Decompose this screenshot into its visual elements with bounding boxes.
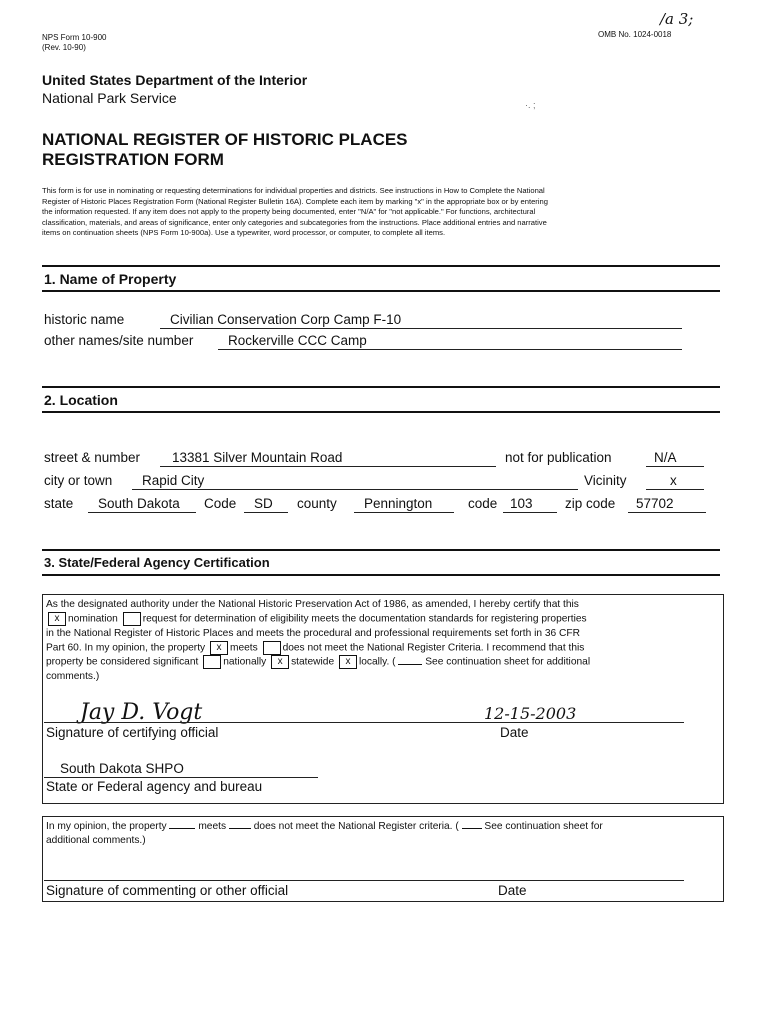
county-code-value[interactable]: 103 (510, 496, 533, 511)
cert-line: As the designated authority under the National Historic Preservation Act of 1986, as amended, I hereby certify that this (46, 599, 579, 610)
state-value[interactable]: South Dakota (98, 496, 180, 511)
section-rule (42, 265, 720, 267)
continuation-text: See continuation sheet for additional (425, 657, 591, 669)
opinion-cont: See continuation sheet for (484, 821, 603, 832)
vicinity-label: Vicinity (584, 473, 627, 488)
opinion-cont-blank[interactable] (462, 828, 482, 829)
stray-mark: ·. ; (525, 100, 536, 110)
nomination-text: nomination (68, 613, 118, 625)
not-for-publication-value[interactable]: N/A (654, 450, 677, 465)
county-value[interactable]: Pennington (364, 496, 433, 511)
comment-date-label: Date (498, 883, 527, 898)
instruction-line: This form is for use in nominating or requesting determinations for individual properties and districts. See instructions in How to Complete the National (42, 186, 545, 195)
form-subtitle: REGISTRATION FORM (42, 150, 224, 169)
opinion-notmeet: does not meet the National Register criteria. ( (253, 821, 459, 832)
other-names-value[interactable]: Rockerville CCC Camp (228, 333, 367, 348)
cert-line (46, 655, 722, 670)
opinion-line: additional comments.) (46, 835, 146, 846)
instruction-line: classification, materials, and areas of significance, enter only categories and subcategories from the instructions. Place additional entries and narrative (42, 217, 547, 227)
zip-value[interactable]: 57702 (636, 496, 674, 511)
request-text: request for determination of eligibility meets the documentation standards for registering properties (142, 613, 587, 625)
instruction-line: the information requested. If any item does not apply to the property being documented, enter "N/A" for "not applicable." For functions, architectural (42, 207, 536, 217)
historic-name-label: historic name (44, 312, 125, 327)
zip-underline (628, 512, 706, 513)
handwritten-date: 12-15-2003 (484, 704, 577, 723)
opinion-line (46, 820, 603, 834)
state-code-underline (244, 512, 288, 513)
section3-heading: 3. State/Federal Agency Certification (44, 555, 270, 570)
state-code-value[interactable]: SD (254, 496, 273, 511)
certification-text (46, 598, 722, 684)
street-underline (160, 466, 496, 467)
nfp-underline (646, 466, 704, 467)
cert-line (46, 641, 722, 656)
instruction-line: Register of Historic Places Registration Form (National Register Bulletin 16A). Complete each item by marking "x" in the appropriate box or by entering (42, 196, 548, 206)
county-label: county (297, 496, 337, 511)
other-names-underline (218, 349, 682, 350)
omb-number: OMB No. 1024-0018 (598, 30, 672, 39)
handwritten-signature: Jay D. Vogt (80, 700, 203, 725)
comment-signature-underline (44, 880, 684, 881)
section1-heading: 1. Name of Property (44, 271, 177, 287)
request-checkbox[interactable] (123, 612, 141, 626)
section-rule (42, 549, 720, 551)
form-title: NATIONAL REGISTER OF HISTORIC PLACES (42, 130, 408, 149)
zip-label: zip code (565, 496, 616, 511)
significance-text: property be considered significant (46, 657, 199, 669)
meets-text: meets (229, 642, 258, 654)
agency-value[interactable]: South Dakota SHPO (60, 761, 184, 776)
locally-text: locally. ( (358, 657, 396, 669)
form-number: NPS Form 10-900 (42, 33, 107, 42)
meets-checkbox[interactable]: x (210, 641, 228, 655)
state-underline (88, 512, 196, 513)
part-text: Part 60. In my opinion, the property (46, 642, 206, 654)
other-names-label: other names/site number (44, 333, 194, 348)
signature-label: Signature of certifying official (46, 725, 219, 740)
department-name: United States Department of the Interior (42, 72, 308, 88)
opinion-meets: meets (198, 821, 227, 832)
opinion-text (46, 820, 603, 848)
agency-underline (44, 777, 318, 778)
cert-line: comments.) (46, 671, 100, 683)
county-underline (354, 512, 454, 513)
section-rule (42, 290, 720, 292)
cert-line (46, 612, 722, 627)
signature-underline (44, 722, 684, 723)
city-underline (132, 489, 578, 490)
not-for-publication-label: not for publication (505, 450, 612, 465)
historic-name-value[interactable]: Civilian Conservation Corp Camp F-10 (170, 312, 402, 327)
city-label: city or town (44, 473, 113, 488)
street-value[interactable]: 13381 Silver Mountain Road (172, 450, 343, 465)
county-code-label: code (468, 496, 498, 511)
street-label: street & number (44, 450, 141, 465)
county-code-underline (503, 512, 557, 513)
agency-label: State or Federal agency and bureau (46, 779, 263, 794)
opinion-notmeet-blank[interactable] (229, 828, 251, 829)
section2-heading: 2. Location (44, 392, 118, 408)
vicinity-underline (646, 489, 704, 490)
opinion-meets-blank[interactable] (169, 828, 195, 829)
corner-handwritten-mark: /a 3; (660, 10, 694, 28)
does-not-meet-text: does not meet the National Register Criteria. I recommend that this (282, 642, 585, 654)
date-label: Date (500, 725, 529, 740)
vicinity-value[interactable]: x (670, 473, 677, 488)
section-rule (42, 386, 720, 388)
locally-checkbox[interactable]: x (339, 655, 357, 669)
statewide-checkbox[interactable]: x (271, 655, 289, 669)
continuation-blank[interactable] (398, 664, 422, 665)
state-code-label: Code (204, 496, 237, 511)
nomination-checkbox[interactable]: x (48, 612, 66, 626)
nationally-checkbox[interactable] (203, 655, 221, 669)
statewide-text: statewide (291, 657, 335, 669)
section-rule (42, 574, 720, 576)
service-name: National Park Service (42, 90, 177, 106)
instructions (42, 186, 722, 239)
cert-line: in the National Register of Historic Places and meets the procedural and professional requirements set forth in 36 CFR (46, 627, 580, 639)
instruction-line: items on continuation sheets (NPS Form 10-900a). Use a typewriter, word processor, or computer, to complete all items. (42, 228, 446, 238)
opinion-pre: In my opinion, the property (46, 821, 167, 832)
nationally-text: nationally (223, 657, 267, 669)
state-label: state (44, 496, 74, 511)
does-not-meet-checkbox[interactable] (263, 641, 281, 655)
comment-signature-label: Signature of commenting or other official (46, 883, 289, 898)
city-value[interactable]: Rapid City (142, 473, 205, 488)
form-revision: (Rev. 10-90) (42, 43, 86, 52)
historic-name-underline (160, 328, 682, 329)
section-rule (42, 411, 720, 413)
